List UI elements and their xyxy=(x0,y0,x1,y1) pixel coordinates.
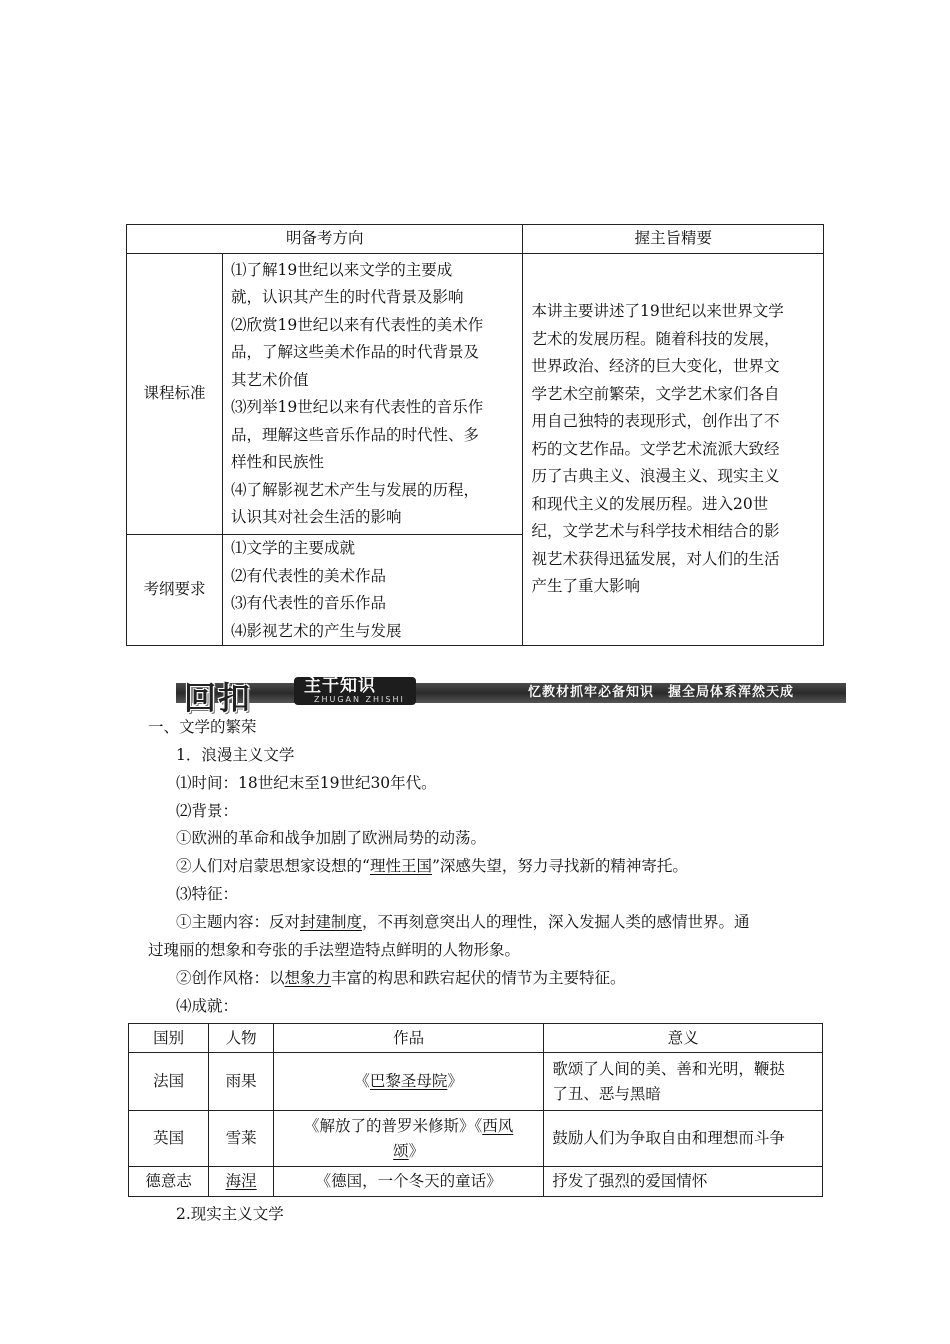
feature-item-2 xyxy=(176,967,626,989)
exam-requirements-content xyxy=(222,535,523,646)
text-line: 了丑、恶与黑暗 xyxy=(552,1084,661,1103)
feature-item-1 xyxy=(176,911,750,933)
text-line: 世界政治、经济的巨大变化，世界文 xyxy=(531,357,780,376)
works-table xyxy=(128,1023,823,1197)
course-standard-content xyxy=(222,254,523,535)
text-line: 样性和民族性 xyxy=(230,453,324,471)
cell-person xyxy=(209,1167,274,1197)
cell-work: 《德国，一个冬天的童话》 xyxy=(273,1167,543,1197)
label-course-standard: 课程标准 xyxy=(127,254,223,535)
text-segment: 》 xyxy=(447,1072,463,1090)
subsection-realism: 2.现实主义文学 xyxy=(176,1205,284,1223)
text-segment: ①主题内容：反对 xyxy=(176,913,301,931)
text-line: 视艺术获得迅猛发展，对人们的生活 xyxy=(531,549,780,568)
underlined-term: 想象力 xyxy=(284,969,332,987)
section-title: 一、文学的繁荣 xyxy=(148,718,257,736)
text-line: ⑷影视艺术的产生与发展 xyxy=(230,621,402,640)
banner-tag xyxy=(294,677,416,705)
underlined-term: 海涅 xyxy=(225,1172,257,1190)
text-segment: ，不再刻意突出人的理性，深入发掘人类的感情世界。通 xyxy=(362,913,750,931)
text-line: ⑷了解影视艺术产生与发展的历程， xyxy=(230,480,479,499)
text-line: 纪，文学艺术与科学技术相结合的影 xyxy=(531,522,780,541)
text-line: 认识其对社会生活的影响 xyxy=(230,508,402,526)
cell-country: 英国 xyxy=(129,1111,209,1167)
text-segment: ②人们对启蒙思想家设想的“ xyxy=(176,857,370,875)
label-exam-requirements: 考纲要求 xyxy=(127,535,223,646)
text-segment: 《 xyxy=(354,1072,370,1090)
text-segment: 》 xyxy=(408,1141,425,1160)
banner-tag-subtitle: ZHUGAN ZHISHI xyxy=(314,695,405,704)
cell-person: 雪莱 xyxy=(209,1111,274,1167)
text-line: ⑴文学的主要成就 xyxy=(230,539,355,557)
text-segment: 丰富的构思和跌宕起伏的情节为主要特征。 xyxy=(331,969,626,987)
cell-meaning xyxy=(544,1053,823,1111)
cell-person: 雨果 xyxy=(209,1053,274,1111)
text-line: 用自己独特的表现形式，创作出了不 xyxy=(531,412,780,431)
cell-work xyxy=(273,1111,543,1167)
banner-slogan: 忆教材抓牢必备知识 握全局体系浑然天成 xyxy=(527,685,794,700)
table-row xyxy=(129,1111,823,1167)
subsection-romanticism: 1．浪漫主义文学 xyxy=(176,746,295,764)
cell-country: 法国 xyxy=(129,1053,209,1111)
column-header-work: 作品 xyxy=(273,1024,543,1053)
cell-meaning: 抒发了强烈的爱国情怀 xyxy=(544,1167,823,1197)
cell-work xyxy=(273,1053,543,1111)
background-item-2 xyxy=(176,855,688,877)
feature-item-1-continued: 过瑰丽的想象和夸张的手法塑造特点鲜明的人物形象。 xyxy=(148,941,521,959)
text-line: 歌颂了人间的美、善和光明，鞭挞 xyxy=(552,1059,785,1078)
section-banner xyxy=(176,676,846,717)
text-line: ⑶列举19世纪以来有代表性的音乐作 xyxy=(230,398,484,416)
text-line: ⑵欣赏19世纪以来有代表性的美术作 xyxy=(230,315,484,334)
column-header-person: 人物 xyxy=(209,1024,274,1053)
text-line: ⑵有代表性的美术作品 xyxy=(230,566,386,585)
features-label: ⑶特征： xyxy=(176,885,239,903)
banner-big-text: 回扣 xyxy=(184,679,253,717)
time-text: ⑴时间：18世纪末至19世纪30年代。 xyxy=(176,774,437,792)
main-idea-summary xyxy=(523,254,824,646)
text-line: 其艺术价值 xyxy=(230,370,309,389)
text-line: 和现代主义的发展历程。进入20世 xyxy=(531,494,769,513)
text-line: 朽的文艺作品。文学艺术流派大致经 xyxy=(531,439,780,458)
header-exam-direction: 明备考方向 xyxy=(127,225,523,254)
underlined-term: 颂 xyxy=(393,1141,409,1160)
underlined-term: 封建制度 xyxy=(300,913,363,931)
overview-table xyxy=(126,224,824,646)
text-line: 艺术的发展历程。随着科技的发展， xyxy=(531,329,780,348)
text-segment: ”深感失望，努力寻找新的精神寄托。 xyxy=(431,857,688,875)
achievements-label: ⑷成就： xyxy=(176,997,239,1015)
underlined-term: 理性王国 xyxy=(369,857,432,875)
underlined-term: 巴黎圣母院 xyxy=(369,1072,448,1090)
text-segment: 《解放了的普罗米修斯》《 xyxy=(304,1116,483,1135)
text-line: ⑴了解19世纪以来文学的主要成 xyxy=(230,260,453,279)
background-label: ⑵背景： xyxy=(176,802,239,820)
text-line: 本讲主要讲述了19世纪以来世界文学 xyxy=(531,302,784,321)
column-header-country: 国别 xyxy=(129,1024,209,1053)
text-segment: ②创作风格：以 xyxy=(176,969,285,987)
text-line: 产生了重大影响 xyxy=(531,577,640,596)
table-row xyxy=(129,1167,823,1197)
cell-meaning: 鼓励人们为争取自由和理想而斗争 xyxy=(544,1111,823,1167)
column-header-meaning: 意义 xyxy=(544,1024,823,1053)
text-line: 品，了解这些美术作品的时代背景及 xyxy=(230,343,479,361)
cell-country: 德意志 xyxy=(129,1167,209,1197)
text-line: 学艺术空前繁荣，文学艺术家们各自 xyxy=(531,384,780,403)
header-main-idea: 握主旨精要 xyxy=(523,225,824,254)
banner-tag-title: 主干知识 xyxy=(304,676,376,696)
text-line: 品，理解这些音乐作品的时代性、多 xyxy=(230,425,479,444)
text-line: 历了古典主义、浪漫主义、现实主义 xyxy=(531,467,780,486)
table-row xyxy=(129,1053,823,1111)
underlined-term: 西风 xyxy=(482,1116,514,1135)
text-line: 就，认识其产生的时代背景及影响 xyxy=(230,288,464,306)
background-item-1: ①欧洲的革命和战争加剧了欧洲局势的动荡。 xyxy=(176,829,487,847)
text-line: ⑶有代表性的音乐作品 xyxy=(230,594,386,612)
